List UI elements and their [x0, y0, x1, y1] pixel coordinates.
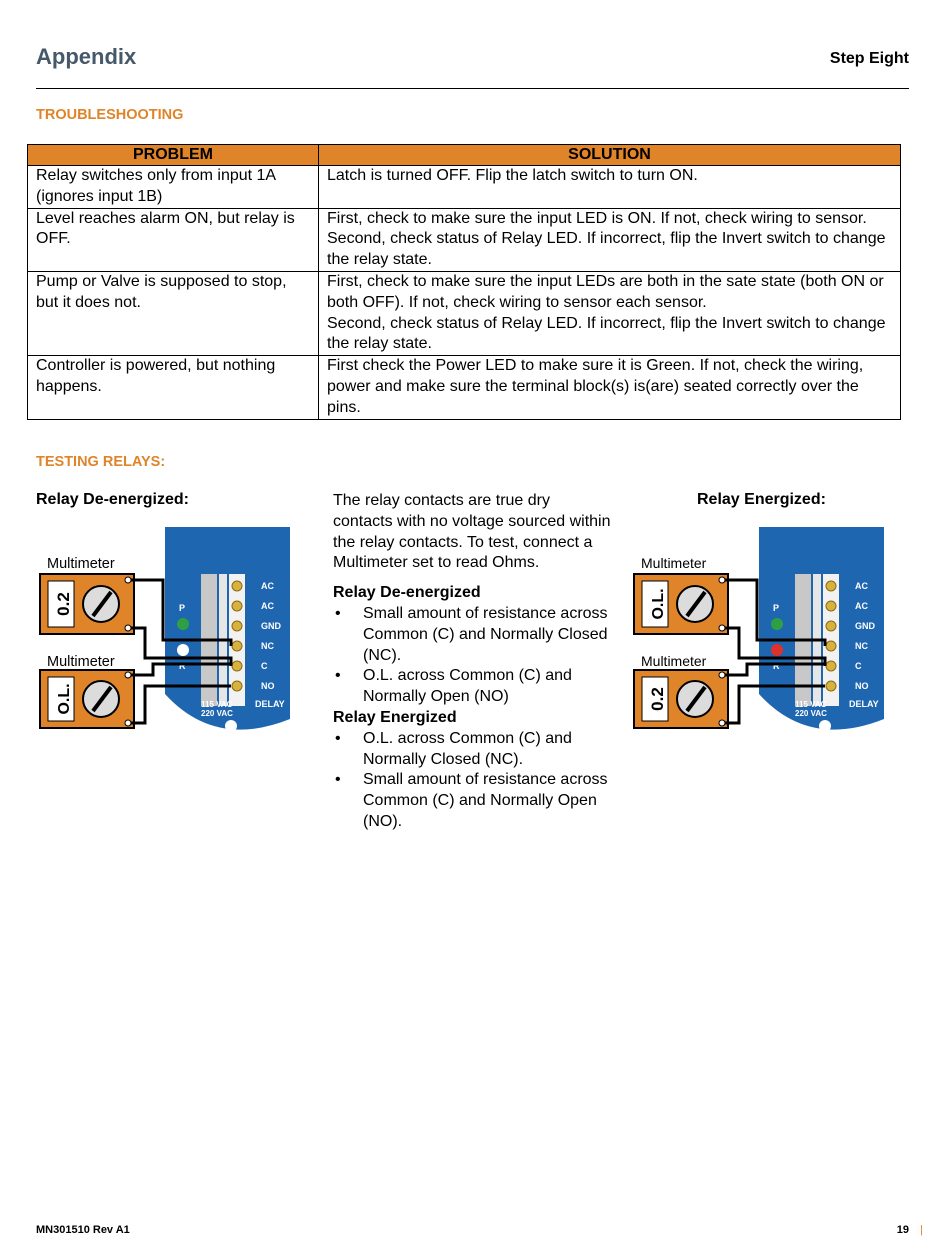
- delay-label: DELAY: [255, 699, 285, 709]
- multimeter-label: Multimeter: [641, 555, 707, 571]
- relay-led: [771, 644, 783, 656]
- delay-label: DELAY: [849, 699, 879, 709]
- list-item-text: O.L. across Common (C) and Normally Closed (NC).: [363, 729, 572, 768]
- problem-cell: Pump or Valve is supposed to stop, but it does not.: [28, 271, 319, 355]
- relay-deenergized-diagram: [35, 524, 295, 749]
- table-row: [28, 356, 901, 419]
- voltage-label: 220 VAC: [795, 709, 827, 718]
- relay-energized-label: Relay Energized:: [697, 491, 826, 508]
- terminal-label: AC: [261, 601, 274, 611]
- terminal-label: NC: [261, 641, 274, 651]
- solution-cell: [319, 166, 901, 209]
- meter-reading: 0.2: [648, 687, 667, 711]
- mount-hole: [819, 720, 831, 732]
- multimeter-bottom: [40, 670, 134, 728]
- energized-subheading: Relay Energized: [333, 708, 457, 726]
- relay-deenergized-label: Relay De-energized:: [36, 491, 189, 508]
- voltage-label: 115 VAC: [795, 700, 827, 709]
- bullet-glyph: •: [335, 771, 341, 789]
- power-led: [177, 618, 189, 630]
- terminal-label: AC: [855, 581, 868, 591]
- solution-line: Second, check status of Relay LED. If incorrect, flip the Invert switch to change the relay state.: [327, 230, 886, 269]
- terminal-label: NO: [261, 681, 275, 691]
- solution-line: First check the Power LED to make sure it is Green. If not, check the wiring, power and make sure the terminal block(s) is(are) seated correctly over the pins.: [327, 357, 864, 416]
- voltage-label: 115 VAC: [201, 700, 233, 709]
- step-label: Step Eight: [829, 50, 909, 67]
- deenergized-subheading: Relay De-energized: [333, 584, 481, 602]
- list-item: [333, 604, 613, 666]
- terminal-label: AC: [855, 601, 868, 611]
- multimeter-top: [634, 574, 728, 634]
- list-item-text: O.L. across Common (C) and Normally Open (NO): [363, 667, 572, 706]
- solution-cell: [319, 356, 901, 419]
- solution-line: Second, check status of Relay LED. If incorrect, flip the Invert switch to change the relay state.: [327, 314, 886, 353]
- troubleshooting-table: [27, 144, 901, 420]
- footer-bar: |: [920, 1224, 923, 1236]
- testing-intro: The relay contacts are true dry contacts with no voltage sourced within the relay contacts. To test, connect a Multimeter set to read Ohms.: [333, 492, 611, 572]
- terminal-label: NO: [855, 681, 869, 691]
- problem-cell: Relay switches only from input 1A (ignores input 1B): [28, 166, 319, 209]
- list-item: [333, 729, 613, 771]
- table-row: [28, 166, 901, 209]
- header-divider: [36, 88, 909, 89]
- list-item: [333, 666, 613, 708]
- problem-cell: Level reaches alarm ON, but relay is OFF.: [28, 208, 319, 271]
- list-item: [333, 770, 613, 832]
- led-label-r: R: [773, 661, 780, 671]
- page-number: 19: [896, 1224, 909, 1236]
- energized-list: [333, 729, 613, 833]
- solution-line: Latch is turned OFF. Flip the latch switch to turn ON.: [327, 167, 698, 184]
- troubleshooting-heading: TROUBLESHOOTING: [36, 107, 184, 123]
- voltage-label: 220 VAC: [201, 709, 233, 718]
- footer-doc-id: MN301510 Rev A1: [36, 1224, 130, 1236]
- table-row: [28, 271, 901, 355]
- column-header-problem: PROBLEM: [28, 145, 319, 166]
- terminal-label: GND: [855, 621, 875, 631]
- meter-reading: 0.2: [54, 592, 73, 616]
- solution-cell: [319, 208, 901, 271]
- page-title: Appendix: [36, 44, 137, 69]
- table-row: [28, 208, 901, 271]
- problem-cell: Controller is powered, but nothing happens.: [28, 356, 319, 419]
- terminal-label: GND: [261, 621, 281, 631]
- mount-hole: [225, 720, 237, 732]
- meter-reading: O.L.: [56, 683, 73, 715]
- multimeter-top: [40, 574, 134, 634]
- solution-line: First, check to make sure the input LED is ON. If not, check wiring to sensor.: [327, 209, 867, 227]
- relay-energized-diagram: [629, 524, 889, 749]
- deenergized-list: [333, 604, 613, 708]
- testing-relays-heading: TESTING RELAYS:: [36, 454, 166, 470]
- terminal-label: AC: [261, 581, 274, 591]
- list-item-text: Small amount of resistance across Common (C) and Normally Closed (NC).: [363, 604, 608, 664]
- power-led: [771, 618, 783, 630]
- multimeter-label: Multimeter: [641, 653, 707, 669]
- table-header-row: [28, 145, 901, 166]
- multimeter-label: Multimeter: [47, 556, 115, 572]
- terminal-label: C: [261, 661, 268, 671]
- list-item-text: Small amount of resistance across Common (C) and Normally Open (NO).: [363, 771, 608, 830]
- meter-reading: O.L.: [650, 588, 667, 620]
- bullet-glyph: •: [335, 667, 341, 685]
- solution-cell: [319, 271, 901, 355]
- relay-led: [177, 644, 189, 656]
- testing-instructions: [333, 491, 613, 833]
- led-label-r: R: [179, 661, 186, 671]
- column-header-solution: SOLUTION: [319, 145, 901, 166]
- bullet-glyph: •: [335, 604, 341, 622]
- led-label-p: P: [773, 603, 780, 613]
- terminal-label: NC: [855, 641, 868, 651]
- terminal-label: C: [855, 661, 862, 671]
- multimeter-bottom: [634, 670, 728, 728]
- led-label-p: P: [179, 603, 186, 613]
- multimeter-label: Multimeter: [47, 654, 115, 670]
- solution-line: First, check to make sure the input LEDs are both in the sate state (both ON or both OFF). If not, check wiring to sensor each sensor.: [327, 272, 884, 311]
- bullet-glyph: •: [335, 729, 341, 747]
